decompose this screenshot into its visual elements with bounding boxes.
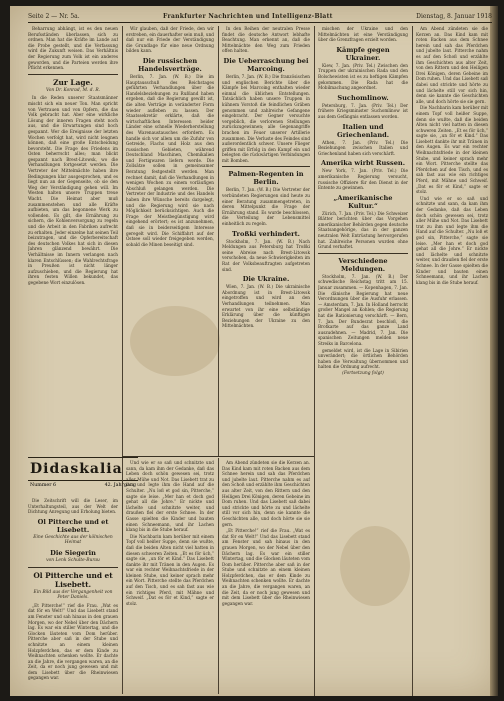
header-page-number: Seite 2 — Nr. 5a.: [28, 12, 80, 20]
column-rule: [122, 26, 123, 456]
article-text: Athen, 7. Jan. (Priv. Tel.) Die Beziehungen zwischen Italien und Griechenland haben sich verschärft.: [318, 139, 408, 156]
byline: von Lenk Schulte-Burau: [46, 557, 100, 563]
byline: Von Dr. Konrad, M. d. R.: [45, 87, 101, 93]
book-spine: [490, 6, 498, 696]
headline-italien: Italien und Griechenland.: [336, 122, 390, 139]
story-text: Am Abend zündeten sie die Kerzen an. Das Kind kam mit roten Backen aus dem Schnee herein und sah das Pferdchen und jubelte laut. Pitterche nahm es auf den Schoß und erzählte ihm Geschichten aus alter Zeit, von den Rittern und den Heiligen Drei Königen, deren Gebeine im Dom ruhen. Und das Lisebett saß dabei und strickte und hörte zu und lächelte still vor sich hin, denn sie kannte die Geschichten alle, und doch hörte sie sie gern.: [222, 460, 310, 527]
article-text: Wir glauben, daß der Friede, den wir erstreben, ein dauerhafter sein muß, und daß nur ein Friede der Verständigung die Grundlage für eine neue Ordnung bilden kann.: [126, 26, 214, 54]
article-text: Stockholm, 7. Jan. (W. B.) Nach Meldungen aus Petersburg hat Troßki seine Abreise nach Brest-Litowsk verschoben, da neue Schwierigkeiten im Rat der Volksbeauftragten aufgetreten sind.: [222, 238, 310, 272]
subhead: Eine Geschichte aus der kölnischen Heimat: [33, 534, 113, 546]
article-text: Am Abend zündeten sie die Kerzen an. Das Kind kam mit roten Backen aus dem Schnee herein und sah das Pferdchen und jubelte laut. Pitterche nahm es auf den Schoß und erzählte ihm Geschichten aus alter Zeit, von den Rittern und den Heiligen Drei Königen, deren Gebeine im Dom ruhen. Und das Lisebett saß dabei und strickte und hörte zu und lächelte still vor sich hin, denn sie kannte die Geschichten alle, und doch hörte sie sie gern.: [416, 26, 488, 104]
headline-marcoing: Die Ueberraschung bei Marcoing.: [223, 56, 309, 73]
divider: [28, 74, 118, 75]
headline-amerika: Amerika wirbt Russen.: [321, 159, 405, 168]
article-text: Und wie er so saß und schnitzte und sann, da kam ihm der Gedanke, daß das Leben doch schön gewesen sei, trotz aller Mühe und Not. Das Lisebett trat zu ihm und legte ihm die Hand auf die Schulter. „Nu loß et god sin, Pitterche,“ sagte sie leise. „Mer han et doch god gehat all die Johre.“ Er nickte und lächelte und schnitzte weiter, und draußen fiel der erste Schnee. In der Gasse spielten die Kinder und bauten einen Schneemann, und ihr Lachen klang bis in die Stube herauf.: [416, 195, 488, 285]
page-header: [28, 10, 492, 23]
column-4: [318, 26, 408, 692]
column-rule: [314, 26, 315, 696]
byline: Ein Bild aus der Vergangenheit von Peter Daniels.: [33, 589, 113, 601]
column-5: [416, 26, 488, 692]
divider: [28, 567, 118, 568]
article-text: New York, 7. Jan. (Priv. Tel.) Die amerikanische Regierung versucht, russische Offiziere für den Dienst in der Entente zu gewinnen.: [318, 168, 408, 191]
issue-number: Nummer 6: [30, 483, 57, 488]
article-text: mischen der Ukraine und den Mittelmächten ist eine Verständigung über die Grenzfragen erzielt worden.: [318, 26, 408, 43]
column-rule: [218, 26, 219, 456]
header-date: Dienstag, 8. Januar 1918: [416, 12, 492, 20]
column-3: [222, 26, 310, 454]
article-text: Kiew, 7. Jan. (Priv. Tel.) Zwischen den Truppen der ukrainischen Rada und den Bolschewisten ist es zu heftigen Kämpfen gekommen. Die Rada hat die Mobilmachung angeordnet.: [318, 62, 408, 91]
article-text: In die Reden unserer Staatsmänner mischt sich ein neuer Ton. Man spricht von Vertrauen und von Opfern, die das Volk gebracht hat. Aber eine wirkliche Lösung der inneren Fragen steht noch aus, und die Erwartungen sind hoch gespannt. Wer die Ereignisse der letzten Wochen verfolgt hat, wird nicht leugnen können, daß eine große Entscheidung bevorsteht. Die Frage des Friedens im Osten beherrscht alles; man blickt gespannt nach Brest-Litowsk, wo die Verhandlungen fortgesetzt werden. Die Vertreter der Mittelmächte haben ihre Bedingungen klar ausgesprochen, und es liegt nun an der Gegenseite, ob sie den Weg der Verständigung gehen will. Im Westen halten unsere Truppen treue Wacht. Die Heimat aber muß zusammenstehen und alle Kräfte aufbieten, um das begonnene Werk zu vollenden. Es gilt, die Ernährung zu sichern, die Kohlenversorgung zu regeln und die Arbeit in den Fabriken aufrecht zu erhalten. Jeder einzelne hat seinen Teil beizutragen, und die Opferbereitschaft des deutschen Volkes hat sich in diesen Jahren glänzend bewährt. Die Verhältnisse im Innern verlangen nach klaren Entschlüssen; die Wahlrechtsfrage in Preußen ist nicht länger aufzuschieben, und die Regierung hat ihren festen Willen bekundet, das gegebene Wort einzulösen.: [28, 95, 118, 285]
story-text: „Et Pitterche!“ rief die Frau. „Wat es dat för en Welt!“ Und das Lisebett stand am Fenster und sah hinaus in den grauen Morgen, wo der Nebel über den Dächern lag. Es war ein stiller Wintertag, und die Glocken läuteten vom Dom herüber. Pitterche aber saß in der Stube und schnitzte an einem kleinen Holzpferdchen, das er dem Kinde zu Weihnachten schenken wollte. Er dachte an die Jahre, die vergangen waren, an die Zeit, da er noch jung gewesen und mit dem Lisebett über die Rheinwiesen gegangen war.: [28, 602, 118, 681]
column-rule: [412, 26, 413, 696]
story-text: Die Nachbarin kam herüber mit einem Topf voll heißer Suppe, denn sie wußte, daß die beiden Alten nicht viel hatten in diesen schweren Zeiten. „Et es för üch,“ sagte sie, „un för et Kind.“ Das Lisebett dankte ihr mit Tränen in den Augen. Es war ein rechter Weihnachtsfriede in der kleinen Stube, und keiner sprach mehr ein Wort. Pitterche stellte das Pferdchen auf den Tisch, und es sah fast aus wie ein richtiges Pferd, mit Mähne und Schweif. „Dat es för et Kind,“ sagte er stolz.: [126, 533, 214, 606]
header-masthead: Frankfurter Nachrichten und Intelligenz-Blatt: [163, 12, 333, 20]
headline-russische-handelsvertraege: Die russischen Handelsverträge.: [138, 56, 202, 73]
continued-note: (Fortsetzung folgt): [342, 370, 384, 376]
headline-ukrainer: Kämpfe gegen Ukrainer.: [336, 45, 390, 62]
volume-year: 42. Jahrgang: [104, 483, 136, 488]
article-text: Berlin, 7. Jan. (W. B.) Die im Hauptausschuß des Reichstages geführten Verhandlungen über die Handelsbeziehungen zu Rußland haben ergeben, daß die Regierung gewillt ist, die alten Verträge in veränderter Form wieder aufleben zu lassen. Der Staatssekretär erklärte, daß die wirtschaftlichen Interessen beider Länder eine schnelle Wiederherstellung des Warenaustausches erfordern. Es handle sich vor allem um die Zufuhr von Getreide, Flachs und Holz aus den russischen Gebieten, während Deutschland Maschinen, Chemikalien und Fertigwaren liefern werde. Die Zollsätze sollen in gemeinsamer Beratung festgestellt werden. Man rechnet damit, daß die Verhandlungen in wenigen Wochen zu einem vorläufigen Abschluß gelangen werden. Die Vertreter der Industrie und des Handels haben ihre Wünsche bereits dargelegt, und die Regierung wird sie nach Möglichkeit berücksichtigen. Auch die Frage der Meistbegünstigung wird eingehend erörtert; es ist anzunehmen, daß sie in beiderseitigem Interesse geregelt wird. Die Schiffahrt auf der Ostsee soll wieder freigegeben werden, sobald die Minen beseitigt sind.: [126, 73, 214, 247]
article-text: Stockholm, 7. Jan. (W. B.) Der schwedische Reichstag tritt am 15. Januar zusammen. — Kopenhagen, 7. Jan. Die dänische Regierung hat neue Verordnungen über die Ausfuhr erlassen. — Amsterdam, 7. Jan. In Holland herrscht großer Mangel an Kohlen; die Regierung hat die Rationierung verschärft. — Bern, 7. Jan. Der Bundesrat beschloß, die Brotkarte auf das ganze Land auszudehnen. — Madrid, 7. Jan. Die spanischen Zeitungen melden neue Streiks in Barcelona.: [318, 273, 408, 346]
article-text: Die Nachbarin kam herüber mit einem Topf voll heißer Suppe, denn sie wußte, daß die beiden Alten nicht viel hatten in diesen schweren Zeiten. „Et es för üch,“ sagte sie, „un för et Kind.“ Das Lisebett dankte ihr mit Tränen in den Augen. Es war ein rechter Weihnachtsfriede in der kleinen Stube, und keiner sprach mehr ein Wort. Pitterche stellte das Pferdchen auf den Tisch, und es sah fast aus wie ein richtiges Pferd, mit Mähne und Schweif. „Dat es för et Kind,“ sagte er stolz.: [416, 105, 488, 195]
divider: [318, 253, 408, 254]
column-rule: [122, 458, 123, 694]
didaskalia-column-3: [222, 460, 310, 694]
article-text: Beharrung abhängt, ist es den neuen Berufsständen überlassen, sich zu ordnen. Man hat die Kräfte im Lande auf die Probe gestellt, und die Verfassung wird die Zukunft weisen. Das Verhältnis der Regierung zum Volk ist ein anderes geworden, und die Parteien werden ihre Pflicht erkennen.: [28, 26, 118, 71]
column-1: [28, 26, 118, 454]
article-text: Berlin, 7. Jan. (W. B.) Die französischen und englischen Berichte über die Kämpfe bei Marcoing enthalten wieder einmal die üblichen Entstellungen. Tatsächlich haben unsere Truppen in kühnem Vorstoß die feindlichen Gräben genommen und zahlreiche Gefangene eingebracht. Der Gegner versuchte vergeblich, die verlorenen Stellungen zurückzugewinnen; alle Gegenangriffe brachen im Feuer unserer Artillerie zusammen. Die Verluste des Feindes sind außerordentlich schwer. Unsere Flieger griffen mit Erfolg in den Kampf ein und belegten die rückwärtigen Verbindungen mit Bomben.: [222, 73, 310, 163]
didaskalia-column-2: [126, 460, 214, 694]
article-text: Zürich, 7. Jan. (Priv. Tel.) Die Schweizer Blätter berichten über das Vorgehen amerikanischer Behörden gegen deutsche Staatsangehörige, das in der ganzen neutralen Welt Entrüstung hervorgerufen hat. Zahlreiche Personen wurden ohne Grund verhaftet.: [318, 210, 408, 250]
headline-regenten: Palmen-Regenten in Berlin.: [228, 170, 304, 187]
didaskalia-column-1: [28, 498, 118, 694]
headline-ukraine: Die Ukraine.: [242, 275, 290, 284]
article-text: In den Reihen der neutralen Presse findet die deutsche Antwort lebhafte Beachtung. Man erkennt an, daß die Mittelmächte den Weg zum Frieden offen halten.: [222, 26, 310, 54]
supplement-intro: Die Zeitschrift will die Leser, im Unterhaltungsteil, aus der Welt der Dichtung Anregung und Erholung bieten.: [28, 498, 118, 515]
headline-kultur: „Amerikanische Kultur.“: [333, 193, 393, 210]
headline-trotzki: Troßki verhindert.: [232, 229, 300, 238]
story-text: Und wie er so saß und schnitzte und sann, da kam ihm der Gedanke, daß das Leben doch schön gewesen sei, trotz aller Mühe und Not. Das Lisebett trat zu ihm und legte ihm die Hand auf die Schulter. „Nu loß et god sin, Pitterche,“ sagte sie leise. „Mer han et doch god gehat all die Johre.“ Er nickte und lächelte und schnitzte weiter, und draußen fiel der erste Schnee. In der Gasse spielten die Kinder und bauten einen Schneemann, und ihr Lachen klang bis in die Stube herauf.: [126, 460, 214, 533]
headline-story: Ol Pitterche und et Lisebett.: [33, 570, 113, 589]
article-text: Berlin, 7. Jan. (W. B.) Die Vertreter der verbündeten Regierungen sind heute zu einer Beratung zusammengetreten, in deren Mittelpunkt die Frage der Ernährung stand. Es wurde beschlossen, die Verteilung der Lebensmittel einheitlich zu regeln.: [222, 187, 310, 227]
headline-zur-lage: Zur Lage.: [53, 77, 93, 87]
column-rule: [218, 458, 219, 694]
headline-siegerin: Die Siegerin: [50, 548, 96, 557]
divider: [222, 166, 310, 167]
headline-pitterche: Ol Pitterche und et Lisebett.: [37, 517, 109, 534]
headline-suchomlinow: Suchomlinow.: [337, 93, 389, 102]
didaskalia-title: Didaskalia: [28, 457, 138, 481]
article-text: Wien, 7. Jan. (W. B.) Die ukrainische Abordnung ist in Brest-Litowsk eingetroffen und wird an den Verhandlungen teilnehmen. Man erwartet von ihr eine selbständige Erklärung über die künftigen Beziehungen der Ukraine zu den Mittelmächten.: [222, 284, 310, 329]
newspaper-page: [10, 6, 498, 696]
section-divider: [122, 456, 314, 457]
story-text: „Et Pitterche!“ rief die Frau. „Wat es dat för en Welt!“ Und das Lisebett stand am Fenster und sah hinaus in den grauen Morgen, wo der Nebel über den Dächern lag. Es war ein stiller Wintertag, und die Glocken läuteten vom Dom herüber. Pitterche aber saß in der Stube und schnitzte an einem kleinen Holzpferdchen, das er dem Kinde zu Weihnachten schenken wollte. Er dachte an die Jahre, die vergangen waren, an die Zeit, da er noch jung gewesen und mit dem Lisebett über die Rheinwiesen gegangen war.: [222, 528, 310, 606]
article-text: Petersburg, 7. Jan. (Priv. Tel.) Der frühere Kriegsminister Suchomlinow ist aus dem Gefängnis entlassen worden.: [318, 102, 408, 119]
article-text: gemeldet wird, ist die Lage in Sibirien unverändert; die örtlichen Behörden haben die Verwaltung übernommen und halten die Ordnung aufrecht.: [318, 347, 408, 370]
column-2: [126, 26, 214, 454]
headline-meldungen: Verschiedene Meldungen.: [338, 256, 388, 273]
